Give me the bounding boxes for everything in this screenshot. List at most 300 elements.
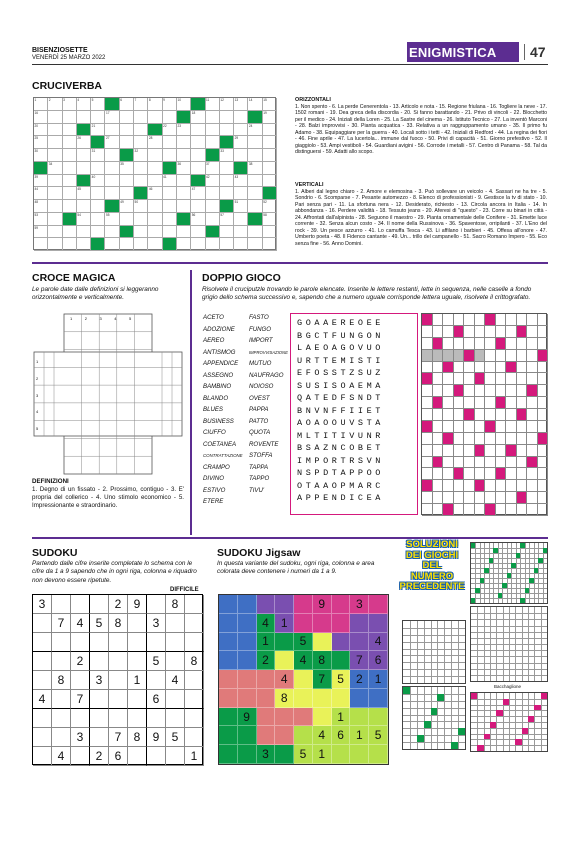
jigsaw-cell[interactable]: 9 bbox=[238, 708, 257, 727]
crossword-cell[interactable]: 38 bbox=[248, 162, 262, 175]
sudoku-cell[interactable] bbox=[147, 633, 166, 652]
crossword-cell[interactable] bbox=[234, 226, 248, 239]
sudoku-cell[interactable]: 9 bbox=[147, 728, 166, 747]
crypto-cell[interactable] bbox=[454, 504, 465, 516]
crypto-cell[interactable] bbox=[454, 445, 465, 457]
crypto-cell[interactable] bbox=[496, 373, 507, 385]
crossword-cell[interactable] bbox=[105, 226, 119, 239]
crypto-cell[interactable] bbox=[538, 492, 549, 504]
sudoku-cell[interactable]: 5 bbox=[147, 652, 166, 671]
crossword-cell[interactable] bbox=[48, 136, 62, 149]
crypto-cell[interactable] bbox=[485, 373, 496, 385]
crossword-cell[interactable]: 31 bbox=[91, 149, 105, 162]
crypto-cell[interactable] bbox=[433, 326, 444, 338]
crossword-cell[interactable] bbox=[77, 200, 91, 213]
crossword-cell[interactable] bbox=[48, 238, 62, 251]
sudoku-cell[interactable] bbox=[71, 633, 90, 652]
crossword-cell[interactable] bbox=[163, 136, 177, 149]
sudoku-cell[interactable]: 6 bbox=[109, 747, 128, 766]
sudoku-cell[interactable] bbox=[185, 690, 204, 709]
jigsaw-cell[interactable] bbox=[275, 595, 294, 614]
jigsaw-cell[interactable] bbox=[238, 689, 257, 708]
jigsaw-cell[interactable] bbox=[219, 708, 238, 727]
crypto-cell[interactable] bbox=[496, 445, 507, 457]
crossword-cell[interactable] bbox=[191, 149, 205, 162]
crypto-cell[interactable] bbox=[464, 457, 475, 469]
jigsaw-cell[interactable] bbox=[219, 670, 238, 689]
crypto-cell[interactable] bbox=[464, 468, 475, 480]
sudoku-cell[interactable]: 2 bbox=[109, 595, 128, 614]
crossword-cell[interactable] bbox=[105, 175, 119, 188]
crypto-cell[interactable] bbox=[506, 314, 517, 326]
crossword-cell[interactable]: 32 bbox=[134, 149, 148, 162]
crypto-cell[interactable] bbox=[538, 421, 549, 433]
crypto-cell[interactable] bbox=[527, 421, 538, 433]
crypto-cell[interactable] bbox=[506, 468, 517, 480]
crypto-cell[interactable] bbox=[443, 385, 454, 397]
crypto-cell[interactable] bbox=[538, 385, 549, 397]
sudoku-cell[interactable] bbox=[109, 633, 128, 652]
jigsaw-cell[interactable] bbox=[332, 689, 351, 708]
crypto-cell[interactable] bbox=[433, 468, 444, 480]
crypto-cell[interactable] bbox=[506, 326, 517, 338]
jigsaw-cell[interactable]: 4 bbox=[369, 633, 388, 652]
crypto-cell[interactable] bbox=[527, 504, 538, 516]
jigsaw-cell[interactable] bbox=[332, 745, 351, 764]
jigsaw-cell[interactable]: 1 bbox=[369, 670, 388, 689]
sudoku-cell[interactable] bbox=[128, 709, 147, 728]
crypto-cell[interactable] bbox=[485, 468, 496, 480]
jigsaw-cell[interactable] bbox=[219, 614, 238, 633]
crypto-cell[interactable] bbox=[517, 457, 528, 469]
sudoku-cell[interactable] bbox=[109, 652, 128, 671]
sudoku-cell[interactable] bbox=[71, 595, 90, 614]
sudoku-cell[interactable] bbox=[52, 709, 71, 728]
crypto-cell[interactable] bbox=[454, 457, 465, 469]
crossword-cell[interactable]: 50 bbox=[134, 200, 148, 213]
crossword-cell[interactable]: 17 bbox=[105, 111, 119, 124]
crossword-cell[interactable] bbox=[77, 149, 91, 162]
crossword-cell[interactable]: 41 bbox=[163, 175, 177, 188]
crypto-cell[interactable] bbox=[443, 314, 454, 326]
crossword-cell[interactable] bbox=[148, 213, 162, 226]
sudoku-cell[interactable] bbox=[33, 652, 52, 671]
crossword-cell[interactable] bbox=[177, 175, 191, 188]
crypto-cell[interactable] bbox=[538, 457, 549, 469]
crypto-cell[interactable] bbox=[464, 492, 475, 504]
crossword-cell[interactable]: 14 bbox=[248, 98, 262, 111]
crossword-cell[interactable] bbox=[191, 162, 205, 175]
jigsaw-cell[interactable] bbox=[332, 633, 351, 652]
crossword-cell[interactable]: 26 bbox=[77, 136, 91, 149]
crossword-cell[interactable]: 35 bbox=[120, 162, 134, 175]
crossword-cell[interactable] bbox=[248, 238, 262, 251]
crypto-cell[interactable] bbox=[527, 397, 538, 409]
crypto-cell[interactable] bbox=[496, 314, 507, 326]
crossword-cell[interactable] bbox=[206, 213, 220, 226]
crossword-cell[interactable] bbox=[63, 238, 77, 251]
sudoku-cell[interactable] bbox=[33, 633, 52, 652]
crossword-cell[interactable] bbox=[234, 238, 248, 251]
crossword-cell[interactable]: 49 bbox=[120, 200, 134, 213]
crossword-cell[interactable] bbox=[48, 200, 62, 213]
crossword-cell[interactable]: 10 bbox=[177, 98, 191, 111]
crossword-cell[interactable] bbox=[220, 124, 234, 137]
crypto-cell[interactable] bbox=[475, 326, 486, 338]
wordsearch-grid[interactable] bbox=[290, 313, 418, 515]
sudoku-cell[interactable] bbox=[185, 671, 204, 690]
jigsaw-cell[interactable] bbox=[313, 689, 332, 708]
crossword-cell[interactable] bbox=[163, 213, 177, 226]
sudoku-cell[interactable] bbox=[90, 709, 109, 728]
crossword-cell[interactable]: 15 bbox=[263, 98, 277, 111]
sudoku-cell[interactable]: 8 bbox=[166, 595, 185, 614]
jigsaw-grid[interactable] bbox=[218, 594, 389, 765]
sudoku-cell[interactable] bbox=[52, 595, 71, 614]
sudoku-cell[interactable]: 3 bbox=[33, 595, 52, 614]
sudoku-cell[interactable]: 8 bbox=[185, 652, 204, 671]
jigsaw-cell[interactable]: 1 bbox=[332, 708, 351, 727]
crypto-cell[interactable] bbox=[475, 350, 486, 362]
jigsaw-cell[interactable] bbox=[219, 726, 238, 745]
sudoku-cell[interactable] bbox=[166, 690, 185, 709]
jigsaw-cell[interactable] bbox=[294, 726, 313, 745]
sudoku-cell[interactable] bbox=[185, 614, 204, 633]
crossword-cell[interactable] bbox=[220, 226, 234, 239]
jigsaw-cell[interactable] bbox=[294, 595, 313, 614]
sudoku-cell[interactable] bbox=[166, 633, 185, 652]
jigsaw-cell[interactable]: 7 bbox=[350, 651, 369, 670]
crossword-cell[interactable]: 2 bbox=[48, 98, 62, 111]
jigsaw-cell[interactable]: 6 bbox=[369, 651, 388, 670]
crossword-cell[interactable]: 59 bbox=[34, 226, 48, 239]
crossword-cell[interactable] bbox=[177, 238, 191, 251]
crossword-cell[interactable] bbox=[263, 226, 277, 239]
jigsaw-cell[interactable] bbox=[219, 633, 238, 652]
sudoku-cell[interactable] bbox=[185, 728, 204, 747]
crossword-cell[interactable]: 36 bbox=[177, 162, 191, 175]
crossword-cell[interactable] bbox=[263, 175, 277, 188]
crypto-cell[interactable] bbox=[527, 362, 538, 374]
crypto-cell[interactable] bbox=[506, 480, 517, 492]
jigsaw-cell[interactable] bbox=[313, 633, 332, 652]
crypto-cell[interactable] bbox=[422, 457, 433, 469]
crypto-cell[interactable] bbox=[538, 480, 549, 492]
crossword-grid[interactable] bbox=[33, 97, 276, 250]
sudoku-cell[interactable] bbox=[33, 709, 52, 728]
crossword-cell[interactable] bbox=[248, 200, 262, 213]
crypto-cell[interactable] bbox=[422, 362, 433, 374]
sudoku-cell[interactable] bbox=[166, 747, 185, 766]
jigsaw-cell[interactable]: 1 bbox=[313, 745, 332, 764]
jigsaw-cell[interactable] bbox=[332, 614, 351, 633]
crypto-cell[interactable] bbox=[433, 445, 444, 457]
jigsaw-cell[interactable] bbox=[369, 595, 388, 614]
crossword-cell[interactable] bbox=[120, 187, 134, 200]
sudoku-cell[interactable] bbox=[71, 709, 90, 728]
crossword-cell[interactable] bbox=[91, 213, 105, 226]
crypto-cell[interactable] bbox=[517, 338, 528, 350]
crypto-cell[interactable] bbox=[538, 326, 549, 338]
crossword-cell[interactable] bbox=[206, 111, 220, 124]
crypto-cell[interactable] bbox=[506, 350, 517, 362]
sudoku-cell[interactable]: 1 bbox=[128, 671, 147, 690]
crossword-cell[interactable]: 6 bbox=[120, 98, 134, 111]
crossword-cell[interactable] bbox=[263, 238, 277, 251]
crossword-cell[interactable]: 20 bbox=[34, 124, 48, 137]
crypto-cell[interactable] bbox=[496, 457, 507, 469]
sudoku-cell[interactable] bbox=[147, 747, 166, 766]
crossword-cell[interactable] bbox=[120, 136, 134, 149]
crossword-cell[interactable]: 24 bbox=[248, 124, 262, 137]
crossword-cell[interactable]: 37 bbox=[206, 162, 220, 175]
crypto-cell[interactable] bbox=[454, 350, 465, 362]
sudoku-cell[interactable] bbox=[52, 633, 71, 652]
crypto-cell[interactable] bbox=[422, 433, 433, 445]
crossword-cell[interactable]: 52 bbox=[263, 200, 277, 213]
crypto-cell[interactable] bbox=[517, 421, 528, 433]
sudoku-cell[interactable] bbox=[33, 614, 52, 633]
crypto-cell[interactable] bbox=[422, 397, 433, 409]
crypto-cell[interactable] bbox=[496, 362, 507, 374]
jigsaw-cell[interactable] bbox=[275, 726, 294, 745]
crypto-cell[interactable] bbox=[517, 504, 528, 516]
crypto-cell[interactable] bbox=[517, 350, 528, 362]
crypto-cell[interactable] bbox=[496, 480, 507, 492]
jigsaw-cell[interactable]: 1 bbox=[350, 726, 369, 745]
crossword-cell[interactable] bbox=[148, 149, 162, 162]
crossword-cell[interactable] bbox=[163, 111, 177, 124]
crossword-cell[interactable] bbox=[63, 162, 77, 175]
jigsaw-cell[interactable] bbox=[257, 726, 276, 745]
sudoku-cell[interactable] bbox=[147, 595, 166, 614]
jigsaw-cell[interactable] bbox=[275, 633, 294, 652]
crypto-cell[interactable] bbox=[506, 373, 517, 385]
crypto-cell[interactable] bbox=[443, 397, 454, 409]
crossword-cell[interactable]: 51 bbox=[234, 200, 248, 213]
crypto-cell[interactable] bbox=[506, 457, 517, 469]
jigsaw-cell[interactable] bbox=[369, 708, 388, 727]
crossword-cell[interactable] bbox=[220, 175, 234, 188]
crypto-cell[interactable] bbox=[454, 480, 465, 492]
sudoku-cell[interactable] bbox=[166, 709, 185, 728]
jigsaw-cell[interactable] bbox=[219, 651, 238, 670]
crossword-cell[interactable] bbox=[63, 200, 77, 213]
crossword-cell[interactable] bbox=[134, 162, 148, 175]
crossword-cell[interactable] bbox=[220, 162, 234, 175]
crossword-cell[interactable] bbox=[177, 200, 191, 213]
sudoku-cell[interactable]: 3 bbox=[147, 614, 166, 633]
crossword-cell[interactable] bbox=[177, 149, 191, 162]
jigsaw-cell[interactable]: 4 bbox=[313, 726, 332, 745]
crossword-cell[interactable]: 55 bbox=[105, 213, 119, 226]
crossword-cell[interactable] bbox=[177, 187, 191, 200]
crossword-cell[interactable] bbox=[120, 238, 134, 251]
crypto-cell[interactable] bbox=[475, 504, 486, 516]
jigsaw-cell[interactable]: 5 bbox=[369, 726, 388, 745]
crypto-cell[interactable] bbox=[538, 504, 549, 516]
sudoku-cell[interactable] bbox=[185, 595, 204, 614]
crypto-cell[interactable] bbox=[527, 314, 538, 326]
crypto-cell[interactable] bbox=[443, 492, 454, 504]
jigsaw-cell[interactable] bbox=[257, 689, 276, 708]
crossword-cell[interactable]: 46 bbox=[148, 187, 162, 200]
crypto-cell[interactable] bbox=[517, 373, 528, 385]
crypto-cell[interactable] bbox=[475, 409, 486, 421]
crypto-cell[interactable] bbox=[422, 409, 433, 421]
crossword-cell[interactable]: 57 bbox=[220, 213, 234, 226]
jigsaw-cell[interactable]: 1 bbox=[275, 614, 294, 633]
crossword-cell[interactable] bbox=[134, 111, 148, 124]
crossword-cell[interactable]: 7 bbox=[134, 98, 148, 111]
jigsaw-cell[interactable] bbox=[313, 614, 332, 633]
crossword-cell[interactable]: 43 bbox=[234, 175, 248, 188]
crossword-cell[interactable] bbox=[206, 238, 220, 251]
crypto-cell[interactable] bbox=[422, 338, 433, 350]
crypto-cell[interactable] bbox=[517, 445, 528, 457]
crossword-cell[interactable] bbox=[148, 111, 162, 124]
crossword-cell[interactable] bbox=[48, 175, 62, 188]
crossword-cell[interactable]: 53 bbox=[34, 213, 48, 226]
jigsaw-cell[interactable] bbox=[219, 745, 238, 764]
jigsaw-cell[interactable] bbox=[238, 614, 257, 633]
crossword-cell[interactable]: 28 bbox=[148, 136, 162, 149]
jigsaw-cell[interactable] bbox=[257, 670, 276, 689]
crypto-cell[interactable] bbox=[475, 468, 486, 480]
crossword-cell[interactable] bbox=[234, 187, 248, 200]
crossword-cell[interactable] bbox=[63, 187, 77, 200]
crypto-cell[interactable] bbox=[464, 385, 475, 397]
sudoku-cell[interactable] bbox=[33, 728, 52, 747]
jigsaw-cell[interactable] bbox=[350, 745, 369, 764]
crossword-cell[interactable]: 58 bbox=[263, 213, 277, 226]
crossword-cell[interactable] bbox=[91, 200, 105, 213]
jigsaw-cell[interactable] bbox=[350, 614, 369, 633]
crossword-cell[interactable] bbox=[48, 149, 62, 162]
crypto-cell[interactable] bbox=[485, 433, 496, 445]
crypto-cell[interactable] bbox=[496, 409, 507, 421]
crossword-cell[interactable] bbox=[48, 226, 62, 239]
crossword-cell[interactable] bbox=[134, 226, 148, 239]
crossword-cell[interactable]: 47 bbox=[191, 187, 205, 200]
crossword-cell[interactable]: 19 bbox=[263, 111, 277, 124]
crypto-cell[interactable] bbox=[464, 445, 475, 457]
crossword-cell[interactable] bbox=[134, 136, 148, 149]
crossword-cell[interactable] bbox=[120, 111, 134, 124]
crossword-cell[interactable]: 21 bbox=[91, 124, 105, 137]
jigsaw-cell[interactable] bbox=[275, 651, 294, 670]
crossword-cell[interactable] bbox=[234, 213, 248, 226]
crossword-cell[interactable] bbox=[48, 187, 62, 200]
crypto-cell[interactable] bbox=[443, 350, 454, 362]
crypto-cell[interactable] bbox=[422, 350, 433, 362]
sudoku-cell[interactable]: 4 bbox=[52, 747, 71, 766]
crypto-cell[interactable] bbox=[527, 350, 538, 362]
jigsaw-cell[interactable] bbox=[219, 595, 238, 614]
crypto-cell[interactable] bbox=[422, 385, 433, 397]
crossword-cell[interactable] bbox=[177, 136, 191, 149]
crypto-cell[interactable] bbox=[422, 492, 433, 504]
crypto-cell[interactable] bbox=[496, 385, 507, 397]
jigsaw-cell[interactable] bbox=[238, 595, 257, 614]
crypto-cell[interactable] bbox=[496, 504, 507, 516]
crypto-cell[interactable] bbox=[538, 314, 549, 326]
jigsaw-cell[interactable] bbox=[294, 670, 313, 689]
sudoku-cell[interactable] bbox=[90, 595, 109, 614]
jigsaw-cell[interactable]: 1 bbox=[257, 633, 276, 652]
sudoku-cell[interactable] bbox=[185, 709, 204, 728]
crossword-cell[interactable] bbox=[91, 111, 105, 124]
crypto-cell[interactable] bbox=[464, 480, 475, 492]
crossword-cell[interactable] bbox=[148, 162, 162, 175]
jigsaw-cell[interactable]: 5 bbox=[332, 670, 351, 689]
sudoku-cell[interactable] bbox=[128, 633, 147, 652]
jigsaw-cell[interactable]: 4 bbox=[257, 614, 276, 633]
crypto-cell[interactable] bbox=[485, 397, 496, 409]
crossword-cell[interactable]: 54 bbox=[77, 213, 91, 226]
crypto-cell[interactable] bbox=[433, 385, 444, 397]
crossword-cell[interactable]: 22 bbox=[163, 124, 177, 137]
crossword-cell[interactable] bbox=[105, 124, 119, 137]
crypto-cell[interactable] bbox=[454, 397, 465, 409]
crypto-cell[interactable] bbox=[443, 409, 454, 421]
crossword-cell[interactable] bbox=[191, 238, 205, 251]
crossword-cell[interactable] bbox=[63, 149, 77, 162]
crossword-cell[interactable]: 11 bbox=[206, 98, 220, 111]
jigsaw-cell[interactable] bbox=[369, 689, 388, 708]
crossword-cell[interactable] bbox=[206, 124, 220, 137]
jigsaw-cell[interactable]: 2 bbox=[257, 651, 276, 670]
crypto-cell[interactable] bbox=[517, 480, 528, 492]
crypto-cell[interactable] bbox=[475, 457, 486, 469]
crossword-cell[interactable] bbox=[263, 162, 277, 175]
sudoku-cell[interactable]: 1 bbox=[185, 747, 204, 766]
crypto-cell[interactable] bbox=[422, 445, 433, 457]
sudoku-cell[interactable] bbox=[109, 709, 128, 728]
crypto-cell[interactable] bbox=[433, 409, 444, 421]
crossword-cell[interactable]: 5 bbox=[91, 98, 105, 111]
crossword-cell[interactable] bbox=[191, 200, 205, 213]
crossword-cell[interactable] bbox=[63, 136, 77, 149]
crypto-cell[interactable] bbox=[475, 421, 486, 433]
sudoku-cell[interactable]: 9 bbox=[128, 595, 147, 614]
crossword-cell[interactable] bbox=[77, 238, 91, 251]
crypto-cell[interactable] bbox=[527, 338, 538, 350]
jigsaw-cell[interactable] bbox=[369, 614, 388, 633]
crossword-cell[interactable] bbox=[263, 124, 277, 137]
sudoku-cell[interactable] bbox=[109, 671, 128, 690]
crossword-cell[interactable] bbox=[134, 175, 148, 188]
crossword-cell[interactable] bbox=[177, 226, 191, 239]
sudoku-cell[interactable]: 3 bbox=[71, 728, 90, 747]
crossword-cell[interactable] bbox=[91, 162, 105, 175]
jigsaw-cell[interactable]: 5 bbox=[294, 633, 313, 652]
crossword-cell[interactable]: 29 bbox=[234, 136, 248, 149]
crossword-cell[interactable] bbox=[48, 124, 62, 137]
sudoku-cell[interactable] bbox=[33, 747, 52, 766]
crypto-cell[interactable] bbox=[538, 468, 549, 480]
sudoku-cell[interactable]: 8 bbox=[109, 614, 128, 633]
sudoku-cell[interactable] bbox=[128, 690, 147, 709]
sudoku-cell[interactable] bbox=[128, 614, 147, 633]
crypto-cell[interactable] bbox=[496, 433, 507, 445]
crossword-cell[interactable]: 25 bbox=[34, 136, 48, 149]
sudoku-cell[interactable] bbox=[52, 690, 71, 709]
sudoku-cell[interactable]: 4 bbox=[166, 671, 185, 690]
crypto-cell[interactable] bbox=[475, 433, 486, 445]
crossword-cell[interactable]: 56 bbox=[191, 213, 205, 226]
crypto-cell[interactable] bbox=[527, 373, 538, 385]
